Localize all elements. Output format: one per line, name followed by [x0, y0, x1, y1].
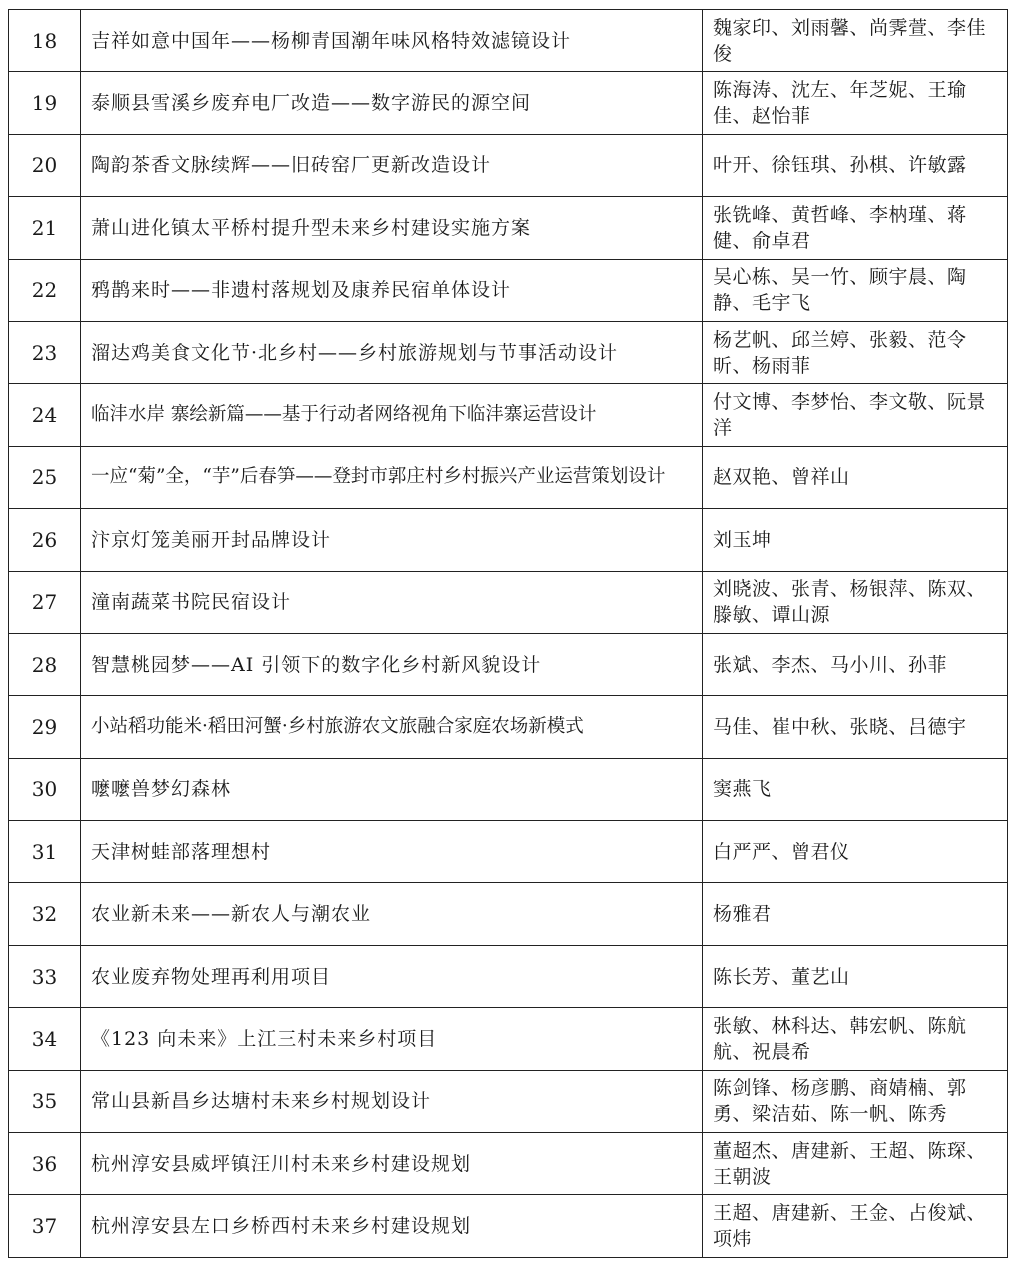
project-title: 陶韵茶香文脉续辉——旧砖窑厂更新改造设计 — [81, 134, 703, 196]
row-number: 23 — [9, 321, 81, 383]
project-title: 汴京灯笼美丽开封品牌设计 — [81, 509, 703, 571]
table-row — [9, 1195, 1008, 1257]
row-number: 29 — [9, 696, 81, 758]
row-number: 22 — [9, 259, 81, 321]
project-title: 嚒嚒兽梦幻森林 — [81, 758, 703, 820]
project-authors: 陈海涛、沈左、年芝妮、王瑜佳、赵怡菲 — [703, 72, 1008, 134]
row-number: 18 — [9, 10, 81, 72]
project-title: 鸦鹊来时——非遗村落规划及康养民宿单体设计 — [81, 259, 703, 321]
project-table — [8, 9, 1008, 1258]
project-authors: 刘玉坤 — [703, 509, 1008, 571]
project-authors: 陈剑锋、杨彦鹏、商婧楠、郭勇、梁洁茹、陈一帆、陈秀 — [703, 1070, 1008, 1132]
row-number: 32 — [9, 883, 81, 945]
project-title: 智慧桃园梦——AI 引领下的数字化乡村新风貌设计 — [81, 633, 703, 695]
table-row — [9, 1133, 1008, 1195]
project-authors: 窦燕飞 — [703, 758, 1008, 820]
project-authors: 张铣峰、黄哲峰、李枘瑾、蒋健、俞卓君 — [703, 197, 1008, 259]
project-title: 泰顺县雪溪乡废弃电厂改造——数字游民的源空间 — [81, 72, 703, 134]
project-title: 临沣水岸 寨绘新篇——基于行动者网络视角下临沣寨运营设计 — [81, 384, 703, 446]
table-row — [9, 134, 1008, 196]
table-row — [9, 758, 1008, 820]
project-title: 农业废弃物处理再利用项目 — [81, 945, 703, 1007]
project-authors: 马佳、崔中秋、张晓、吕德宇 — [703, 696, 1008, 758]
row-number: 30 — [9, 758, 81, 820]
table-row — [9, 571, 1008, 633]
table-row — [9, 384, 1008, 446]
project-title: 杭州淳安县左口乡桥西村未来乡村建设规划 — [81, 1195, 703, 1257]
table-row — [9, 10, 1008, 72]
project-authors: 杨艺帆、邱兰婷、张毅、范令昕、杨雨菲 — [703, 321, 1008, 383]
project-authors: 杨雅君 — [703, 883, 1008, 945]
project-title: 溜达鸡美食文化节·北乡村——乡村旅游规划与节事活动设计 — [81, 321, 703, 383]
project-authors: 魏家印、刘雨馨、尚霁萱、李佳俊 — [703, 10, 1008, 72]
project-authors: 张斌、李杰、马小川、孙菲 — [703, 633, 1008, 695]
project-title: 《123 向未来》上江三村未来乡村项目 — [81, 1008, 703, 1070]
project-authors: 付文博、李梦怡、李文敬、阮景洋 — [703, 384, 1008, 446]
project-authors: 叶开、徐钰琪、孙棋、许敏露 — [703, 134, 1008, 196]
project-authors: 王超、唐建新、王金、占俊斌、项炜 — [703, 1195, 1008, 1257]
row-number: 21 — [9, 197, 81, 259]
project-title: 农业新未来——新农人与潮农业 — [81, 883, 703, 945]
row-number: 20 — [9, 134, 81, 196]
row-number: 34 — [9, 1008, 81, 1070]
row-number: 19 — [9, 72, 81, 134]
row-number: 26 — [9, 509, 81, 571]
table-row — [9, 821, 1008, 883]
project-authors: 刘晓波、张青、杨银萍、陈双、滕敏、谭山源 — [703, 571, 1008, 633]
project-title: 萧山进化镇太平桥村提升型未来乡村建设实施方案 — [81, 197, 703, 259]
row-number: 28 — [9, 633, 81, 695]
project-title: 天津树蛙部落理想村 — [81, 821, 703, 883]
project-authors: 张敏、林科达、韩宏帆、陈航航、祝晨希 — [703, 1008, 1008, 1070]
project-title: 潼南蔬菜书院民宿设计 — [81, 571, 703, 633]
table-row — [9, 883, 1008, 945]
table-row — [9, 72, 1008, 134]
table-row — [9, 1008, 1008, 1070]
project-authors: 陈长芳、董艺山 — [703, 945, 1008, 1007]
project-title: 一应“菊”全，“芋”后春笋——登封市郭庄村乡村振兴产业运营策划设计 — [81, 446, 703, 508]
table-row — [9, 509, 1008, 571]
project-authors: 白严严、曾君仪 — [703, 821, 1008, 883]
table-row — [9, 321, 1008, 383]
table-row — [9, 696, 1008, 758]
row-number: 36 — [9, 1133, 81, 1195]
project-title: 常山县新昌乡达塘村未来乡村规划设计 — [81, 1070, 703, 1132]
row-number: 31 — [9, 821, 81, 883]
project-authors: 董超杰、唐建新、王超、陈琛、王朝波 — [703, 1133, 1008, 1195]
project-title: 杭州淳安县威坪镇汪川村未来乡村建设规划 — [81, 1133, 703, 1195]
row-number: 33 — [9, 945, 81, 1007]
table-body — [9, 10, 1008, 1258]
table-row — [9, 446, 1008, 508]
row-number: 24 — [9, 384, 81, 446]
table-row — [9, 259, 1008, 321]
row-number: 25 — [9, 446, 81, 508]
row-number: 37 — [9, 1195, 81, 1257]
table-row — [9, 197, 1008, 259]
project-title: 吉祥如意中国年——杨柳青国潮年味风格特效滤镜设计 — [81, 10, 703, 72]
project-authors: 赵双艳、曾祥山 — [703, 446, 1008, 508]
table-row — [9, 1070, 1008, 1132]
project-authors: 吴心栋、吴一竹、顾宇晨、陶静、毛宇飞 — [703, 259, 1008, 321]
table-row — [9, 633, 1008, 695]
project-title: 小站稻功能米·稻田河蟹·乡村旅游农文旅融合家庭农场新模式 — [81, 696, 703, 758]
row-number: 27 — [9, 571, 81, 633]
table-row — [9, 945, 1008, 1007]
row-number: 35 — [9, 1070, 81, 1132]
